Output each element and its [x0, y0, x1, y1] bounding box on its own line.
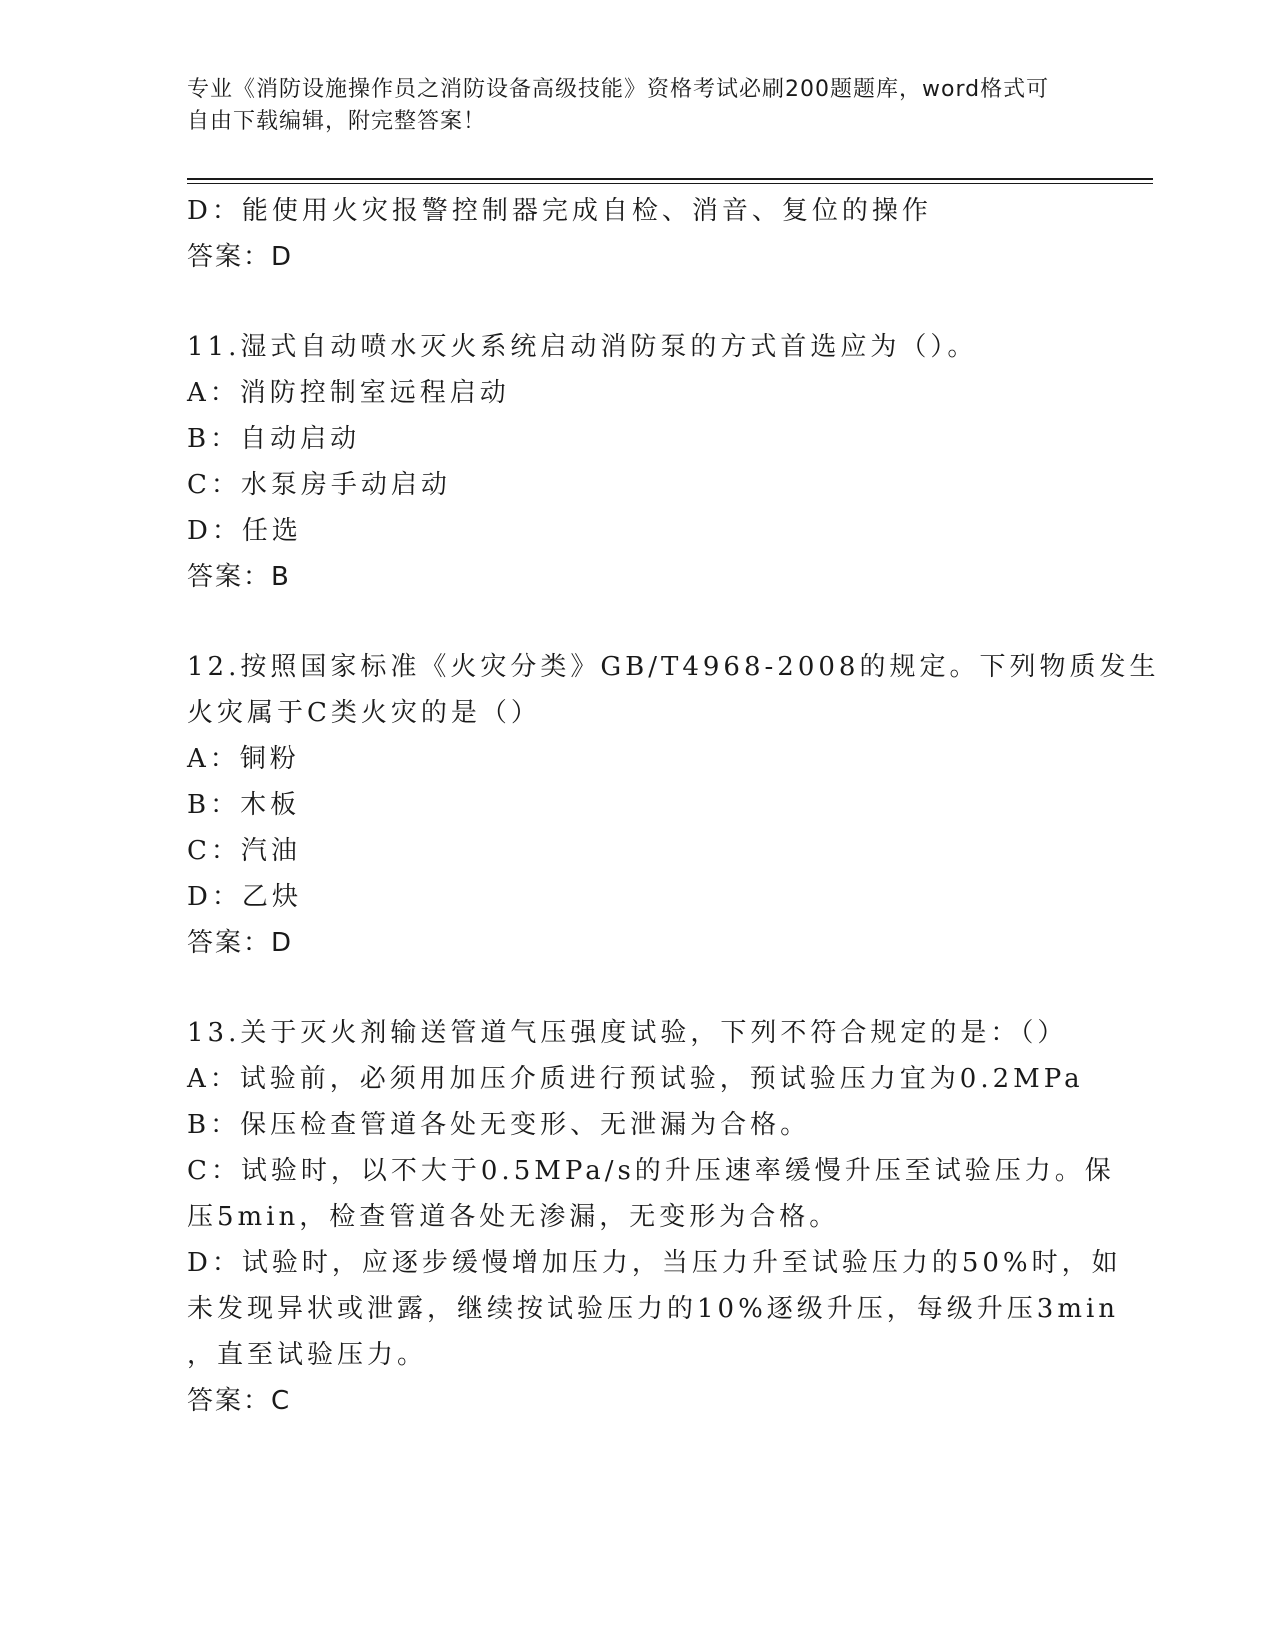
question-stem-line-1: 12.按照国家标准《火灾分类》GB/T4968-2008的规定。下列物质发生	[187, 652, 1160, 682]
option-a: A：铜粉	[187, 744, 300, 774]
option-a: A：试验前，必须用加压介质进行预试验，预试验压力宜为0.2MPa	[187, 1064, 1084, 1094]
option-d-line-2: 未发现异状或泄露，继续按试验压力的10%逐级升压，每级升压3min	[187, 1294, 1120, 1324]
prev-question-answer: 答案：D	[187, 242, 294, 272]
header-divider-thin	[187, 183, 1153, 184]
question-list	[187, 188, 1160, 1424]
answer: 答案：B	[187, 562, 291, 592]
option-c-line-1: C：试验时，以不大于0.5MPa/s的升压速率缓慢升压至试验压力。保	[187, 1156, 1115, 1186]
option-c: C：水泵房手动启动	[187, 470, 451, 500]
option-b: B：木板	[187, 790, 301, 820]
option-d: D：任选	[187, 516, 302, 546]
option-b: B：自动启动	[187, 424, 361, 454]
question-12	[187, 644, 1160, 966]
option-c-line-2: 压5min，检查管道各处无渗漏，无变形为合格。	[187, 1202, 840, 1232]
spacer	[187, 280, 1067, 324]
option-b: B：保压检查管道各处无变形、无泄漏为合格。	[187, 1110, 811, 1140]
spacer	[187, 966, 1067, 1010]
answer: 答案：C	[187, 1386, 292, 1416]
spacer	[187, 600, 1067, 644]
question-stem: 13.关于灭火剂输送管道气压强度试验，下列不符合规定的是：（）	[187, 1018, 1068, 1048]
question-13	[187, 1010, 1122, 1424]
question-stem-line-2: 火灾属于C类火灾的是（）	[187, 698, 541, 728]
header-divider-thick	[187, 178, 1153, 180]
option-d: D：乙炔	[187, 882, 302, 912]
answer: 答案：D	[187, 928, 294, 958]
option-a: A：消防控制室远程启动	[187, 378, 510, 408]
question-11	[187, 324, 1067, 600]
option-c: C：汽油	[187, 836, 301, 866]
option-d-line-1: D：试验时，应逐步缓慢增加压力，当压力升至试验压力的50%时，如	[187, 1248, 1122, 1278]
question-stem: 11.湿式自动喷水灭火系统启动消防泵的方式首选应为（）。	[187, 332, 978, 362]
document-header: 专业《消防设施操作员之消防设备高级技能》资格考试必刷200题题库，word格式可自由下载编辑，附完整答案！	[187, 77, 1050, 134]
prev-question-option-d: D：能使用火灾报警控制器完成自检、消音、复位的操作	[187, 196, 932, 226]
option-d-line-3: ，直至试验压力。	[187, 1340, 428, 1370]
